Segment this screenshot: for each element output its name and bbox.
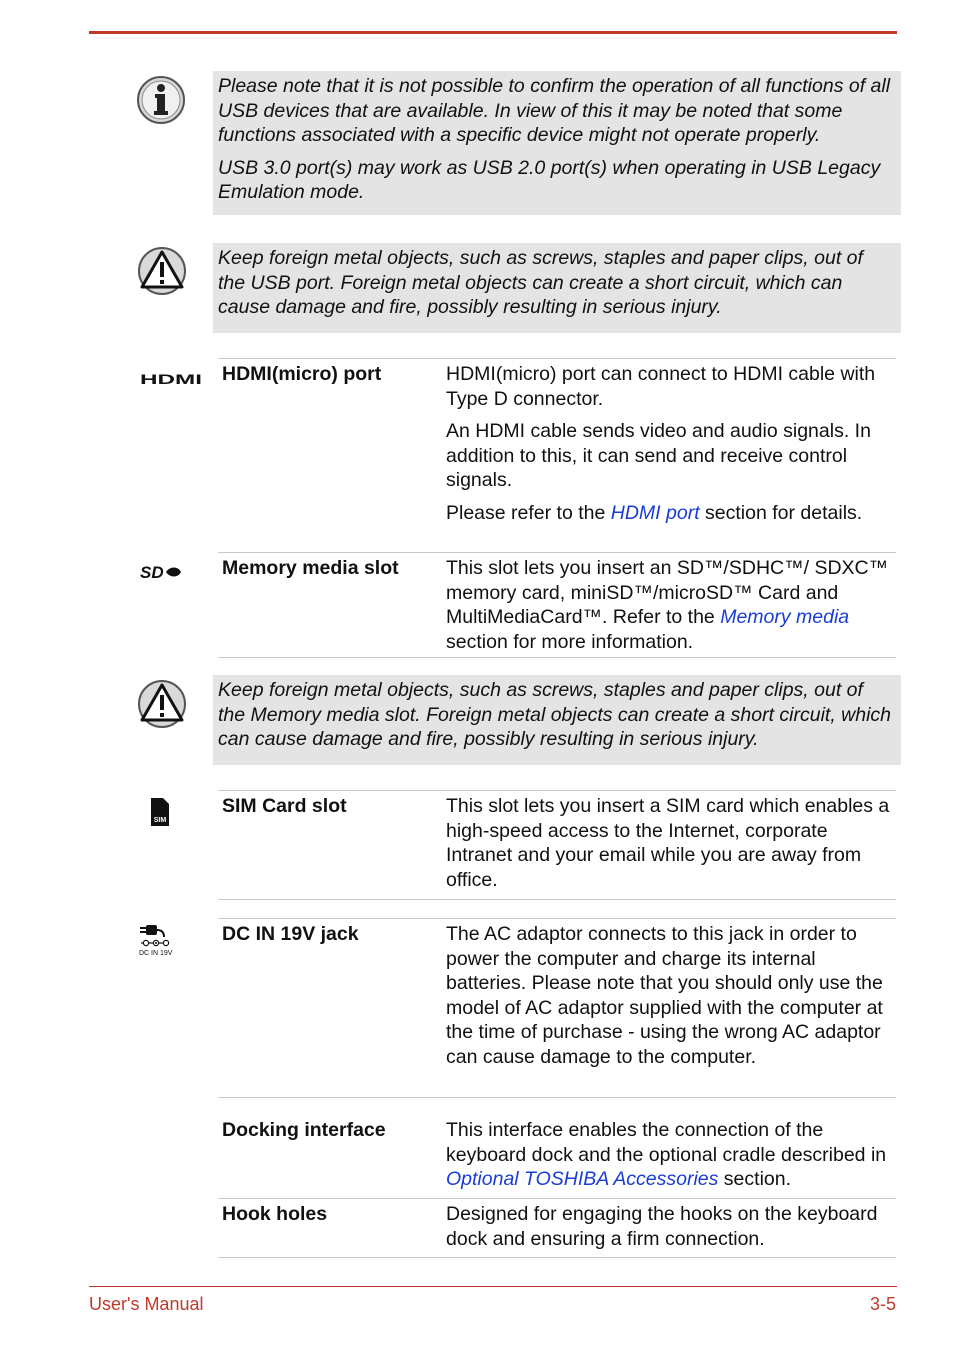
spec-term: HDMI(micro) port — [222, 363, 382, 385]
spec-description: The AC adaptor connects to this jack in order to power the computer and charge its internal batteries. Please note that you should only use the model of AC adaptor supplied with the computer at the time of purchase - using the wrong AC adaptor can cause damage to the computer. — [446, 923, 883, 1068]
spec-description — [446, 1118, 896, 1192]
spec-term: DC IN 19V jack — [222, 923, 359, 945]
spec-description — [446, 556, 896, 654]
spec-term: Docking interface — [222, 1119, 386, 1141]
spec-term: Memory media slot — [222, 557, 399, 579]
info-note-paragraph: Please note that it is not possible to confirm the operation of all functions of all USB devices that are available. In view of this it may be noted that some functions associated with a specific device might not operate properly. — [218, 75, 891, 146]
text-segment: section. — [718, 1168, 792, 1190]
text-segment: section for more information. — [446, 630, 694, 653]
memory-warning-note — [213, 675, 901, 765]
text-segment: Please refer to the — [446, 501, 611, 524]
spec-row-memory — [218, 552, 896, 658]
svg-text:DC IN 19V: DC IN 19V — [139, 950, 173, 957]
footer-rule — [89, 1286, 897, 1287]
dc-in-plug-icon — [138, 922, 176, 963]
warning-triangle-icon — [137, 679, 187, 734]
info-icon — [136, 75, 186, 130]
spec-row-dc-in — [218, 918, 896, 1097]
warning-triangle-icon — [137, 246, 187, 301]
spec-term: Hook holes — [222, 1203, 328, 1225]
usb-warning-note — [213, 243, 901, 333]
footer-page-number: 3-5 — [869, 1294, 896, 1314]
svg-text:HDMI: HDMI — [140, 372, 202, 386]
header-rule — [89, 31, 897, 34]
spec-paragraph — [446, 501, 896, 526]
spec-description: Designed for engaging the hooks on the keyboard dock and ensuring a firm connection. — [446, 1203, 878, 1250]
info-note-paragraph: USB 3.0 port(s) may work as USB 2.0 port(s) when operating in USB Legacy Emulation mode. — [218, 156, 881, 203]
memory-media-link[interactable]: Memory media — [720, 606, 850, 628]
spec-description: This slot lets you insert a SIM card which enables a high-speed access to the Internet, corporate Intranet and your email while you are away from office. — [446, 795, 890, 891]
hdmi-port-link[interactable]: HDMI port — [610, 501, 700, 524]
text-segment: section for details. — [699, 501, 863, 524]
text-segment: This slot lets you insert an SD™/SDHC™/ SDXC™ memory card, miniSD™/microSD™ Card and MultiMediaCard™. Refer to the — [446, 557, 889, 628]
hdmi-logo-icon — [140, 372, 204, 391]
spec-row-sim — [218, 790, 896, 900]
spec-row-docking — [218, 1097, 896, 1199]
spec-row-hook-holes — [218, 1198, 896, 1258]
usb-warning-text: Keep foreign metal objects, such as screws, staples and paper clips, out of the USB port. Foreign metal objects can create a short circuit, which can cause damage and fire, possibly resulting in serious injury. — [218, 247, 863, 318]
spec-paragraph: An HDMI cable sends video and audio signals. In addition to this, it can send and receive control signals. — [446, 420, 871, 491]
info-note — [213, 71, 901, 215]
optional-accessories-link[interactable]: Optional TOSHIBA Accessories — [446, 1168, 719, 1190]
text-segment: This interface enables the connection of the keyboard dock and the optional cradle described in — [446, 1119, 887, 1166]
footer-manual-title: User's Manual — [89, 1294, 204, 1314]
spec-description — [446, 362, 896, 533]
spec-term: SIM Card slot — [222, 795, 347, 817]
svg-text:SIM: SIM — [153, 817, 167, 824]
spec-paragraph: HDMI(micro) port can connect to HDMI cable with Type D connector. — [446, 363, 876, 410]
sd-card-logo-icon — [140, 563, 182, 586]
svg-text:SD: SD — [140, 563, 164, 581]
memory-warning-text: Keep foreign metal objects, such as screws, staples and paper clips, out of the Memory media slot. Foreign metal objects can create a short circuit, which can cause damage and fire, possibly resulting in serious injury. — [218, 679, 892, 750]
spec-row-hdmi — [218, 358, 896, 532]
sim-card-icon — [150, 797, 170, 832]
